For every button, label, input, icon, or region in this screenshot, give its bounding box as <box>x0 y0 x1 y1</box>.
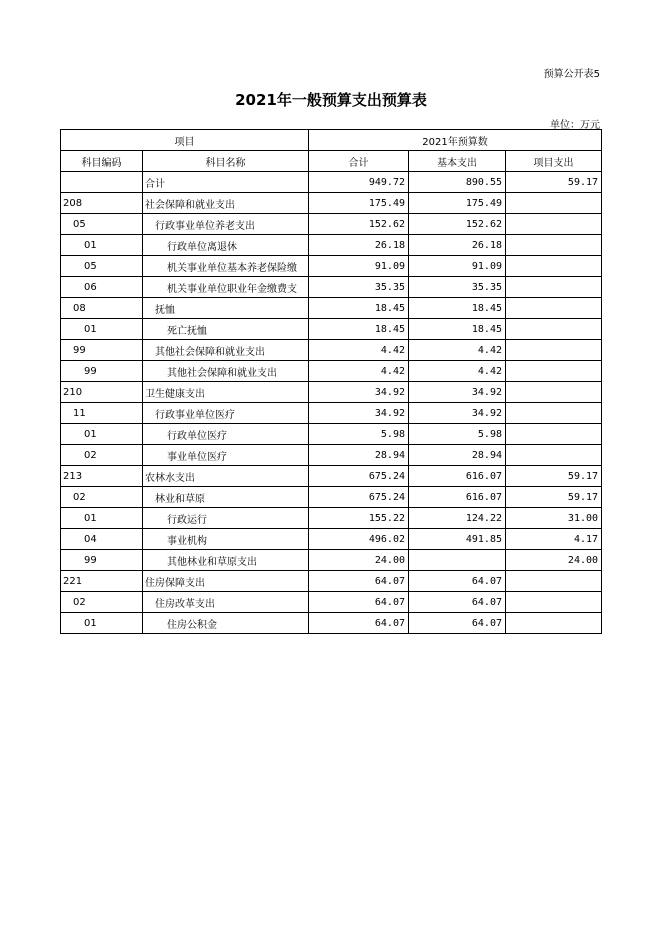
cell-code: 210 <box>61 382 143 403</box>
cell-basic: 64.07 <box>409 571 506 592</box>
cell-total: 28.94 <box>309 445 409 466</box>
cell-code: 01 <box>61 508 143 529</box>
table-row <box>61 403 602 424</box>
cell-basic: 18.45 <box>409 319 506 340</box>
table-row <box>61 508 602 529</box>
table-header-row-1 <box>61 130 602 151</box>
cell-code: 02 <box>61 487 143 508</box>
cell-project <box>506 592 602 613</box>
cell-total: 35.35 <box>309 277 409 298</box>
cell-total: 155.22 <box>309 508 409 529</box>
cell-total: 64.07 <box>309 592 409 613</box>
cell-project <box>506 256 602 277</box>
cell-total: 91.09 <box>309 256 409 277</box>
header-code: 科目编码 <box>61 151 143 172</box>
cell-basic: 34.92 <box>409 382 506 403</box>
cell-project: 59.17 <box>506 172 602 193</box>
cell-name: 抚恤 <box>143 298 309 319</box>
table-row <box>61 613 602 634</box>
table-body <box>61 172 602 634</box>
cell-total: 152.62 <box>309 214 409 235</box>
cell-project: 59.17 <box>506 466 602 487</box>
cell-basic: 28.94 <box>409 445 506 466</box>
cell-code: 01 <box>61 613 143 634</box>
cell-project <box>506 277 602 298</box>
cell-name: 行政事业单位医疗 <box>143 403 309 424</box>
header-item: 项目 <box>61 130 309 151</box>
cell-project <box>506 361 602 382</box>
cell-total: 24.00 <box>309 550 409 571</box>
cell-name: 机关事业单位基本养老保险缴 <box>143 256 309 277</box>
cell-name: 住房改革支出 <box>143 592 309 613</box>
cell-basic: 26.18 <box>409 235 506 256</box>
table-row <box>61 424 602 445</box>
cell-name: 其他社会保障和就业支出 <box>143 340 309 361</box>
cell-name: 住房公积金 <box>143 613 309 634</box>
table-row <box>61 235 602 256</box>
cell-total: 4.42 <box>309 361 409 382</box>
cell-total: 18.45 <box>309 298 409 319</box>
cell-project <box>506 214 602 235</box>
cell-code: 208 <box>61 193 143 214</box>
cell-name: 行政运行 <box>143 508 309 529</box>
header-basic: 基本支出 <box>409 151 506 172</box>
cell-basic: 34.92 <box>409 403 506 424</box>
table-row <box>61 193 602 214</box>
cell-code: 11 <box>61 403 143 424</box>
cell-total: 496.02 <box>309 529 409 550</box>
cell-project <box>506 235 602 256</box>
cell-project <box>506 193 602 214</box>
cell-basic: 5.98 <box>409 424 506 445</box>
table-row <box>61 529 602 550</box>
cell-project <box>506 445 602 466</box>
header-total: 合计 <box>309 151 409 172</box>
cell-basic: 152.62 <box>409 214 506 235</box>
cell-code: 213 <box>61 466 143 487</box>
cell-basic: 91.09 <box>409 256 506 277</box>
header-name: 科目名称 <box>143 151 309 172</box>
cell-code: 06 <box>61 277 143 298</box>
page-title: 2021年一般预算支出预算表 <box>235 91 427 109</box>
cell-basic: 124.22 <box>409 508 506 529</box>
table-row <box>61 487 602 508</box>
cell-code: 01 <box>61 319 143 340</box>
cell-name: 农林水支出 <box>143 466 309 487</box>
cell-total: 4.42 <box>309 340 409 361</box>
cell-project <box>506 382 602 403</box>
table-row <box>61 571 602 592</box>
cell-total: 34.92 <box>309 382 409 403</box>
cell-code: 04 <box>61 529 143 550</box>
cell-basic: 18.45 <box>409 298 506 319</box>
table-header-row-2 <box>61 151 602 172</box>
cell-code: 08 <box>61 298 143 319</box>
cell-basic: 35.35 <box>409 277 506 298</box>
cell-basic: 491.85 <box>409 529 506 550</box>
table-row <box>61 445 602 466</box>
cell-code: 02 <box>61 592 143 613</box>
cell-name: 事业机构 <box>143 529 309 550</box>
table-row <box>61 214 602 235</box>
cell-total: 675.24 <box>309 466 409 487</box>
cell-name: 行政单位医疗 <box>143 424 309 445</box>
cell-name: 住房保障支出 <box>143 571 309 592</box>
header-project: 项目支出 <box>506 151 602 172</box>
cell-total: 18.45 <box>309 319 409 340</box>
cell-project: 59.17 <box>506 487 602 508</box>
cell-project <box>506 571 602 592</box>
cell-code: 05 <box>61 256 143 277</box>
cell-code: 221 <box>61 571 143 592</box>
unit-label: 单位：万元 <box>550 120 600 131</box>
cell-basic: 890.55 <box>409 172 506 193</box>
cell-project: 4.17 <box>506 529 602 550</box>
cell-name: 行政事业单位养老支出 <box>143 214 309 235</box>
cell-total: 64.07 <box>309 613 409 634</box>
cell-project: 24.00 <box>506 550 602 571</box>
cell-code: 05 <box>61 214 143 235</box>
cell-basic: 175.49 <box>409 193 506 214</box>
cell-project <box>506 424 602 445</box>
table-row <box>61 277 602 298</box>
cell-total: 175.49 <box>309 193 409 214</box>
cell-code: 02 <box>61 445 143 466</box>
cell-total: 675.24 <box>309 487 409 508</box>
table-row <box>61 361 602 382</box>
cell-basic: 4.42 <box>409 361 506 382</box>
cell-name: 事业单位医疗 <box>143 445 309 466</box>
cell-code: 01 <box>61 424 143 445</box>
cell-name: 林业和草原 <box>143 487 309 508</box>
cell-project <box>506 403 602 424</box>
cell-basic: 4.42 <box>409 340 506 361</box>
cell-basic <box>409 550 506 571</box>
cell-name: 死亡抚恤 <box>143 319 309 340</box>
table-row <box>61 382 602 403</box>
cell-total: 64.07 <box>309 571 409 592</box>
header-budget: 2021年预算数 <box>309 130 602 151</box>
cell-total: 949.72 <box>309 172 409 193</box>
table-row <box>61 319 602 340</box>
cell-code <box>61 172 143 193</box>
cell-project: 31.00 <box>506 508 602 529</box>
cell-total: 34.92 <box>309 403 409 424</box>
cell-name: 机关事业单位职业年金缴费支 <box>143 277 309 298</box>
cell-basic: 616.07 <box>409 466 506 487</box>
table-row <box>61 550 602 571</box>
table-row <box>61 340 602 361</box>
cell-name: 其他社会保障和就业支出 <box>143 361 309 382</box>
cell-name: 卫生健康支出 <box>143 382 309 403</box>
table-row <box>61 298 602 319</box>
cell-total: 26.18 <box>309 235 409 256</box>
cell-project <box>506 298 602 319</box>
cell-code: 99 <box>61 361 143 382</box>
cell-name: 行政单位离退休 <box>143 235 309 256</box>
document-code: 预算公开表5 <box>543 69 600 80</box>
cell-code: 99 <box>61 550 143 571</box>
budget-table <box>60 129 602 634</box>
cell-name: 其他林业和草原支出 <box>143 550 309 571</box>
cell-project <box>506 340 602 361</box>
cell-basic: 64.07 <box>409 592 506 613</box>
table-row <box>61 592 602 613</box>
table-row <box>61 466 602 487</box>
cell-name: 合计 <box>143 172 309 193</box>
cell-project <box>506 613 602 634</box>
cell-total: 5.98 <box>309 424 409 445</box>
cell-code: 99 <box>61 340 143 361</box>
table-row <box>61 256 602 277</box>
cell-code: 01 <box>61 235 143 256</box>
table-row <box>61 172 602 193</box>
cell-name: 社会保障和就业支出 <box>143 193 309 214</box>
cell-project <box>506 319 602 340</box>
cell-basic: 64.07 <box>409 613 506 634</box>
cell-basic: 616.07 <box>409 487 506 508</box>
